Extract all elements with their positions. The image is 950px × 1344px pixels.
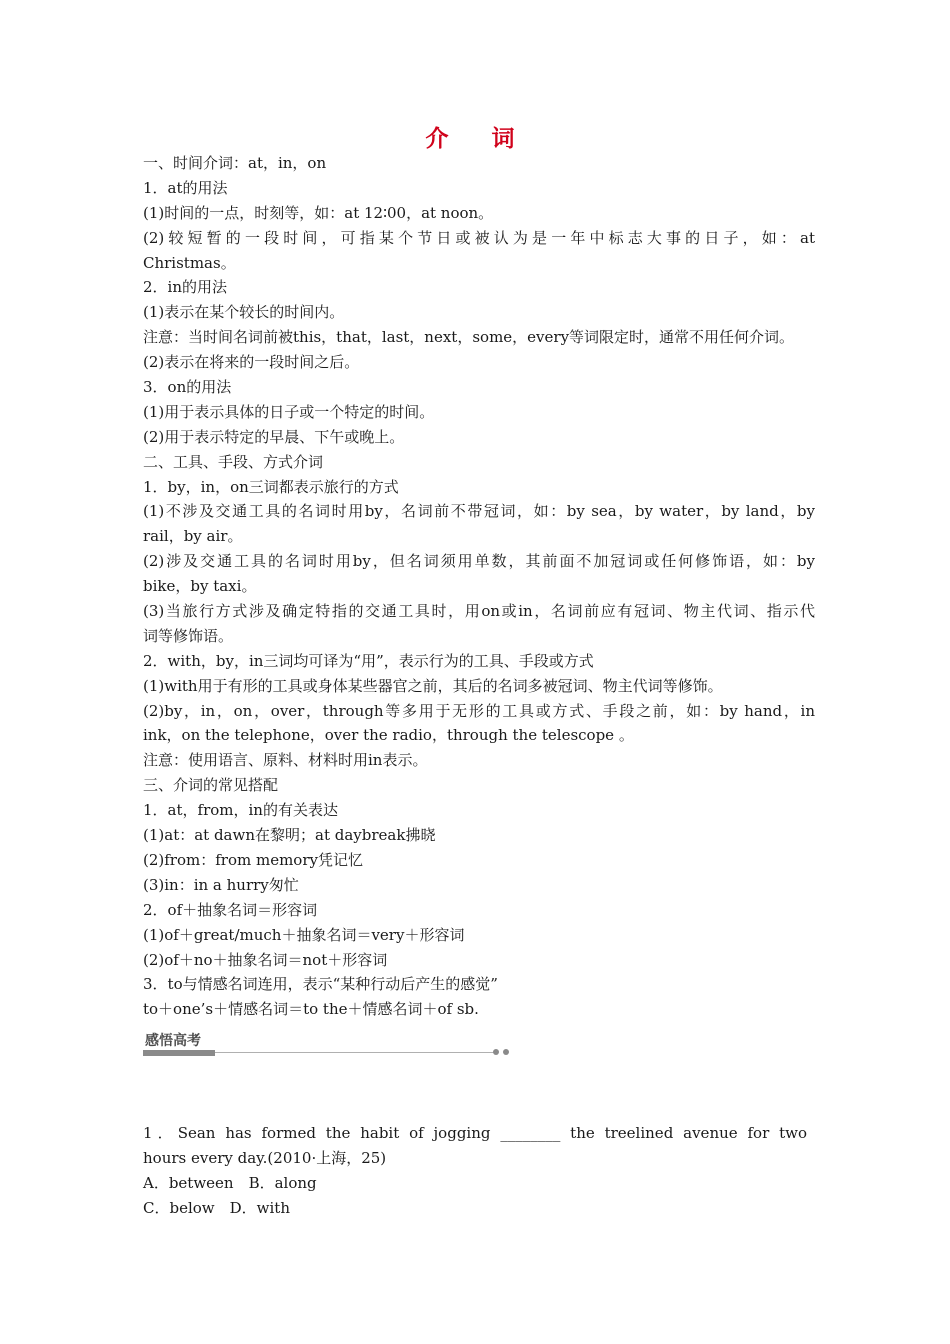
text-line: 注意：使用语言、原料、材料时用in表示。 [143,751,428,770]
text-line: Christmas。 [143,253,236,272]
text-line: (1)at：at dawn在黎明；at daybreak拂晓 [143,826,436,845]
text-line: 2．with，by，in三词均可译为“用”，表示行为的工具、手段或方式 [143,651,594,670]
page-title: 介 词 [425,126,525,152]
section-label: 感悟高考 [145,1033,201,1049]
text-line: 词等修饰语。 [143,626,234,645]
text-line: 一、时间介词：at，in，on [143,154,327,172]
quiz-line: hours every day.(2010·上海，25) [143,1148,387,1167]
text-line: ink，on the telephone，over the radio，through the telescope 。 [143,726,634,745]
text-line: (3)in：in a hurry匆忙 [143,875,299,894]
section-rule [215,1052,495,1053]
text-line: (1)不涉及交通工具的名词时用by，名词前不带冠词，如：by sea，by water，by land，by [143,502,815,521]
text-line: (2)用于表示特定的早晨、下午或晚上。 [143,427,405,446]
text-line: (2)表示在将来的一段时间之后。 [143,353,360,372]
text-line: 2．of＋抽象名词＝形容词 [143,900,318,919]
section-header [143,1030,513,1064]
text-line: (1)时间的一点，时刻等，如：at 12∶00，at noon。 [143,203,494,222]
quiz-line: C．below D．with [143,1198,290,1217]
text-line: (1)of＋great/much＋抽象名词＝very＋形容词 [143,925,465,944]
text-line: 1．at的用法 [143,178,228,197]
text-line: (3)当旅行方式涉及确定特指的交通工具时，用on或in，名词前应有冠词、物主代词、指示代 [143,602,815,621]
text-line: 2．in的用法 [143,278,228,297]
section-dot [493,1049,499,1055]
text-line: (2)较短暂的一段时间，可指某个节日或被认为是一年中标志大事的日子，如：at [143,228,815,247]
text-line: 3．on的用法 [143,378,232,397]
text-line: 二、工具、手段、方式介词 [143,452,324,471]
text-line: (1)with用于有形的工具或身体某些器官之前，其后的名词多被冠词、物主代词等修饰。 [143,676,723,695]
text-line: (2)of＋no＋抽象名词＝not＋形容词 [143,950,388,969]
document-body [143,151,815,1022]
text-line: (1)用于表示具体的日子或一个特定的时间。 [143,402,435,421]
section-bar [143,1050,215,1056]
section-dot [503,1049,509,1055]
text-line: 三、介词的常见搭配 [143,776,279,795]
text-line: (2)from：from memory凭记忆 [143,850,363,869]
text-line: 1．at，from，in的有关表达 [143,801,338,820]
text-line: (1)表示在某个较长的时间内。 [143,303,345,322]
text-line: rail，by air。 [143,527,243,546]
text-line: to＋one’s＋情感名词＝to the＋情感名词＋of sb. [143,1000,479,1019]
text-line: 1．by，in，on三词都表示旅行的方式 [143,477,399,496]
quiz-line: A．between B．along [143,1173,317,1192]
text-line: 注意：当时间名词前被this，that，last，next，some，every等词限定时，通常不用任何介词。 [143,328,795,347]
text-line: bike，by taxi。 [143,577,257,596]
text-line: (2)涉及交通工具的名词时用by，但名词须用单数，其前面不加冠词或任何修饰语，如：by [143,552,815,571]
quiz-block [143,1121,807,1221]
text-line: (2)by，in，on，over，through等多用于无形的工具或方式、手段之前，如：by hand，in [143,701,815,720]
quiz-line: 1．Sean has formed the habit of jogging ________ the treelined avenue for two [143,1124,807,1142]
text-line: 3．to与情感名词连用，表示“某种行动后产生的感觉” [143,975,498,994]
